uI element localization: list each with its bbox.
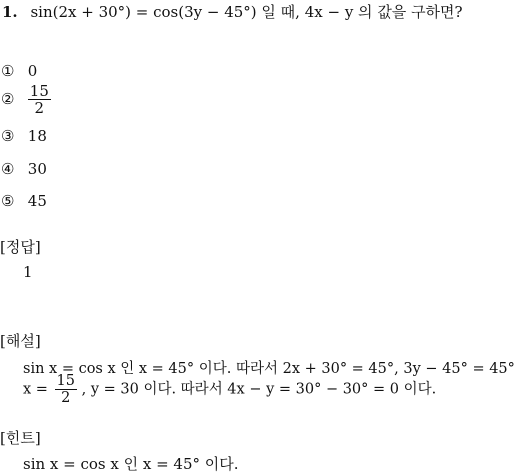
option-marker: ⑤ [1,192,15,210]
answer-value: 1 [23,263,33,281]
hint-label: [힌트] [0,429,41,447]
fraction-denominator: 2 [61,390,71,406]
option-marker: ② [1,89,15,108]
question-line [2,1,463,22]
option-3[interactable] [1,127,47,145]
question-text: sin(2x + 30°) = cos(3y − 45°) 일 때, 4x − y 의 값을 구하면? [30,3,463,21]
fraction-numerator: 15 [56,373,75,389]
option-value: 0 [27,62,38,80]
option-value: 30 [27,160,47,178]
option-value: 45 [27,192,47,210]
explanation-line-1: sin x = cos x 인 x = 45° 이다. 따라서 2x + 30° = 45°, 3y − 45° = 45° [23,361,515,377]
option-fraction [28,83,51,116]
option-1[interactable] [1,62,37,80]
explanation-x-prefix: x = [23,381,48,398]
explanation-label: [해설] [0,332,41,350]
question-number: 1. [2,3,18,21]
option-4[interactable] [1,160,47,178]
explanation-suffix: , y = 30 이다. 따라서 4x − y = 30° − 30° = 0 이다. [81,381,437,398]
answer-label: [정답] [0,238,41,256]
option-marker: ① [1,62,15,80]
option-value: 18 [27,127,47,145]
option-marker: ④ [1,160,15,178]
option-5[interactable] [1,192,47,210]
hint-line-1: sin x = cos x 인 x = 45° 이다. [23,455,239,473]
fraction-denominator: 2 [34,99,45,117]
option-2[interactable] [1,83,51,116]
option-marker: ③ [1,127,15,145]
explanation-line-2 [23,373,436,406]
explanation-fraction [55,373,77,406]
fraction-numerator: 15 [29,82,49,100]
